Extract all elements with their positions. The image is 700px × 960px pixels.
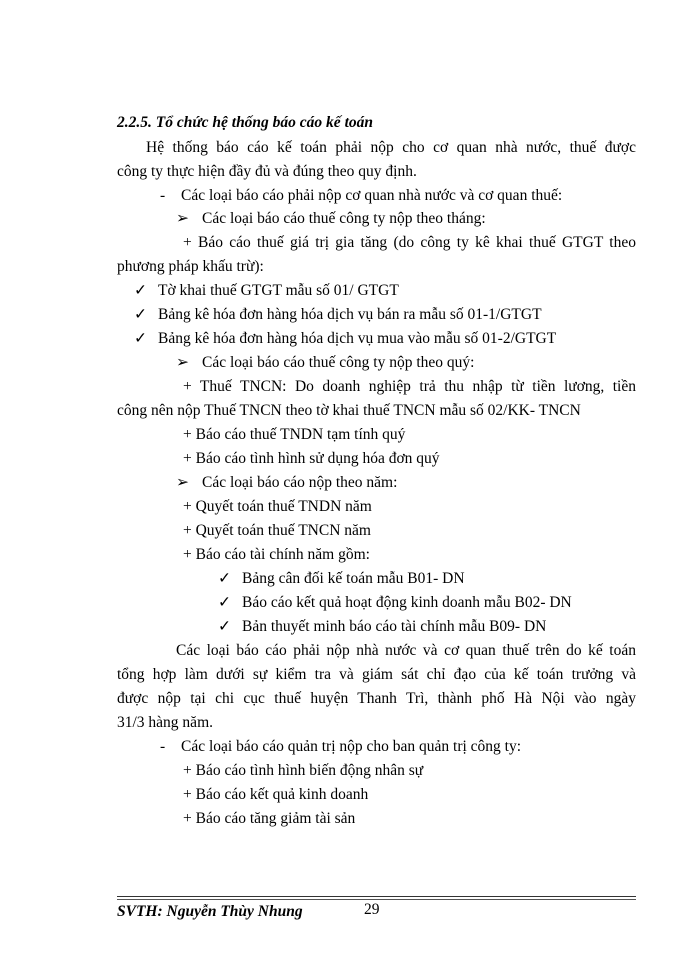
form-b01: Bảng cân đối kế toán mẫu B01- DN xyxy=(242,570,465,587)
yearly-item: + Quyết toán thuế TNDN năm xyxy=(183,498,372,515)
tncn-line-2: công nên nộp Thuế TNCN theo tờ khai thuế TNCN mẫu số 02/KK- TNCN xyxy=(117,402,581,419)
check-icon: ✓ xyxy=(134,306,147,323)
check-icon: ✓ xyxy=(218,618,231,635)
paragraph-2-line-4: 31/3 hàng năm. xyxy=(117,714,213,731)
footer-author: SVTH: Nguyễn Thùy Nhung xyxy=(117,903,303,920)
arrow-bullet-icon: ➢ xyxy=(176,354,189,371)
vat-form-01-2: Bảng kê hóa đơn hàng hóa dịch vụ mua vào mẫu số 01-2/GTGT xyxy=(158,330,557,347)
quarterly-reports-label: Các loại báo cáo thuế công ty nộp theo quý: xyxy=(202,354,475,371)
vat-report-line-1: + Báo cáo thuế giá trị gia tăng (do công ty kê khai thuế GTGT theo xyxy=(183,234,636,251)
yearly-reports-label: Các loại báo cáo nộp theo năm: xyxy=(202,474,398,491)
arrow-bullet-icon: ➢ xyxy=(176,474,189,491)
paragraph-2-line-2: tổng hợp làm dưới sự kiểm tra và giám sát chỉ đạo của kế toán trưởng và xyxy=(117,666,636,683)
paragraph-1-line-1: Hệ thống báo cáo kế toán phải nộp cho cơ quan nhà nước, thuế được xyxy=(146,139,636,156)
arrow-bullet-icon: ➢ xyxy=(176,210,189,227)
yearly-item: + Quyết toán thuế TNCN năm xyxy=(183,522,371,539)
monthly-reports-label: Các loại báo cáo thuế công ty nộp theo tháng: xyxy=(202,210,486,227)
quarterly-item: + Báo cáo tình hình sử dụng hóa đơn quý xyxy=(183,450,440,467)
vat-form-01: Tờ khai thuế GTGT mẫu số 01/ GTGT xyxy=(158,282,399,299)
page-number: 29 xyxy=(364,901,380,918)
yearly-item: + Báo cáo tài chính năm gồm: xyxy=(183,546,370,563)
vat-report-line-2: phương pháp khấu trừ): xyxy=(117,258,264,275)
footer-divider-thin xyxy=(117,899,636,900)
check-icon: ✓ xyxy=(218,570,231,587)
management-item: + Báo cáo tăng giảm tài sản xyxy=(183,810,356,827)
vat-form-01-1: Bảng kê hóa đơn hàng hóa dịch vụ bán ra mẫu số 01-1/GTGT xyxy=(158,306,542,323)
footer-divider xyxy=(117,896,636,897)
paragraph-2-line-1: Các loại báo cáo phải nộp nhà nước và cơ quan thuế trên do kế toán xyxy=(176,642,636,659)
dash-marker: - xyxy=(160,738,166,755)
form-b09: Bản thuyết minh báo cáo tài chính mẫu B09- DN xyxy=(242,618,547,635)
form-b02: Báo cáo kết quả hoạt động kinh doanh mẫu B02- DN xyxy=(242,594,572,611)
paragraph-1-line-2: công ty thực hiện đầy đủ và đúng theo quy định. xyxy=(117,163,417,180)
dash-marker: - xyxy=(160,187,166,204)
check-icon: ✓ xyxy=(134,282,147,299)
check-icon: ✓ xyxy=(134,330,147,347)
check-icon: ✓ xyxy=(218,594,231,611)
management-item: + Báo cáo kết quả kinh doanh xyxy=(183,786,369,803)
management-item: + Báo cáo tình hình biến động nhân sự xyxy=(183,762,424,779)
paragraph-2-line-3: được nộp tại chi cục thuế huyện Thanh Trì, thành phố Hà Nội vào ngày xyxy=(117,690,636,707)
tncn-line-1: + Thuế TNCN: Do doanh nghiệp trả thu nhập từ tiền lương, tiền xyxy=(183,378,636,395)
quarterly-item: + Báo cáo thuế TNDN tạm tính quý xyxy=(183,426,406,443)
section-heading: 2.2.5. Tổ chức hệ thống báo cáo kế toán xyxy=(117,114,373,131)
dash-item-management-reports: Các loại báo cáo quản trị nộp cho ban quản trị công ty: xyxy=(181,738,522,755)
dash-item-state-reports: Các loại báo cáo phải nộp cơ quan nhà nước và cơ quan thuế: xyxy=(181,187,563,204)
